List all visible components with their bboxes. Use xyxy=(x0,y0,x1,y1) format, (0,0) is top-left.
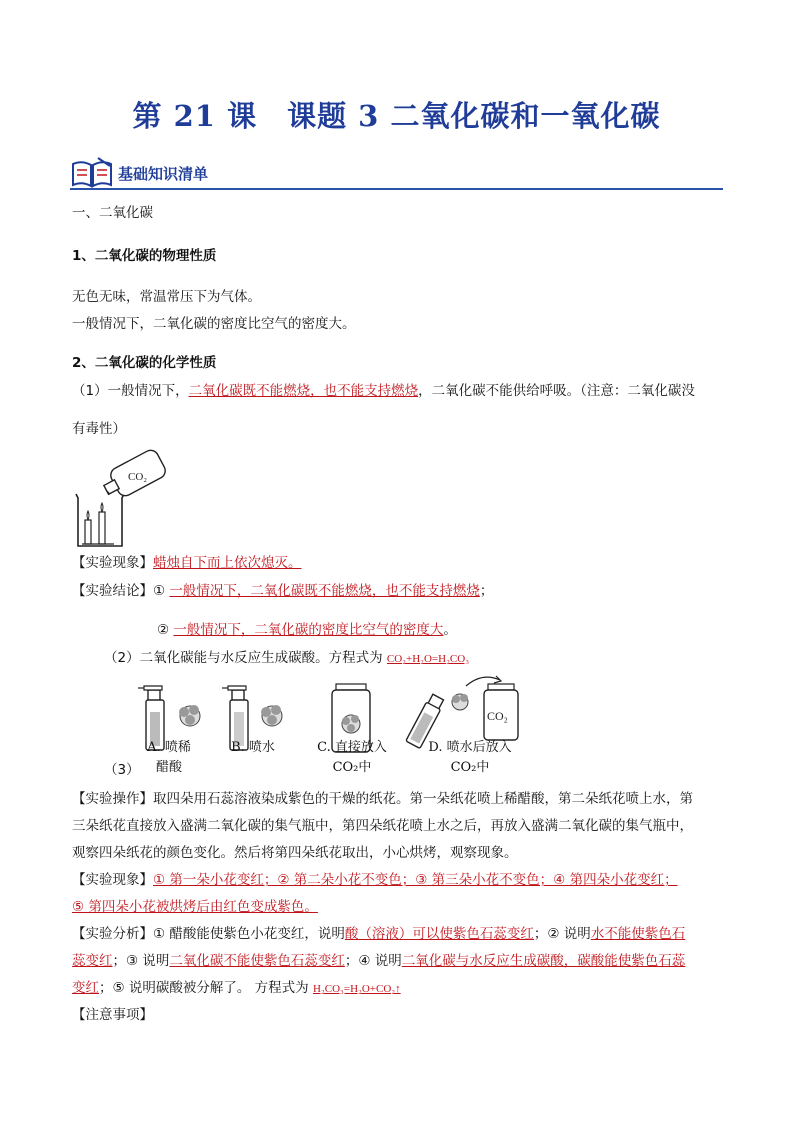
caption-a: A. 喷稀 醋酸 xyxy=(147,740,191,775)
p2-equation: CO₂+H₂O=H₂CO₃ xyxy=(386,653,470,665)
chemical-properties-heading: 2、二氧化碳的化学性质 xyxy=(72,355,217,371)
page-title: 第 21 课 课题 3 二氧化碳和一氧化碳 xyxy=(132,99,661,133)
operation-label: 【实验操作】 xyxy=(72,791,153,807)
conclusion-2-end: 。 xyxy=(443,622,457,638)
conclusion-1-answer: 一般情况下，二氧化碳既不能燃烧，也不能支持燃烧 xyxy=(169,583,480,599)
analysis-line-1: 【实验分析】① 醋酸能使紫色小花变红，说明酸（溶液）可以使紫色石蕊变红；② 说明水不能使紫色石 xyxy=(72,926,686,942)
p2-text: （2）二氧化碳能与水反应生成碳酸。方程式为 xyxy=(104,650,383,666)
phenomenon2-line-1: 【实验现象】① 第一朵小花变红；② 第二朵小花不变色；③ 第三朵小花不变色；④ 第四朵小花变红； xyxy=(72,872,678,888)
p1-post: ，二氧化碳不能供给呼吸。（注意：二氧化碳没 xyxy=(418,383,695,399)
flower-d xyxy=(452,694,468,710)
conclusion-2-answer: 一般情况下，二氧化碳的密度比空气的密度大 xyxy=(173,622,444,638)
physical-line-1: 无色无味，常温常压下为气体。 xyxy=(72,289,261,305)
part-heading: 一、二氧化碳 xyxy=(72,205,153,221)
phenomenon2-label: 【实验现象】 xyxy=(72,872,153,888)
section-heading: 基础知识清单 xyxy=(118,165,209,183)
conclusion-1-num: ① xyxy=(153,583,166,599)
physical-line-2: 一般情况下，二氧化碳的密度比空气的密度大。 xyxy=(72,316,356,332)
p1-answer: 二氧化碳既不能燃烧，也不能支持燃烧 xyxy=(188,383,419,399)
flower-b xyxy=(261,705,282,726)
operation-line-3: 观察四朵纸花的颜色变化。然后将第四朵纸花取出，小心烘烤，观察现象。 xyxy=(72,845,518,861)
analysis-line-2: 蕊变红；③ 说明二氧化碳不能使紫色石蕊变红；④ 说明二氧化碳与水反应生成碳酸，碳酸能使紫色石蕊 xyxy=(72,953,686,969)
bottle-co2-label: CO₂ xyxy=(128,471,148,483)
caption-b: B. 喷水 xyxy=(231,740,275,755)
operation-line-2: 三朵纸花直接放入盛满二氧化碳的集气瓶中，第四朵纸花喷上水之后，再放入盛满二氧化碳的集气瓶中， xyxy=(72,818,693,834)
section-divider xyxy=(70,188,723,190)
paragraph-1-cont: 有毒性） xyxy=(72,421,126,437)
paragraph-3-num: （3） xyxy=(104,762,140,778)
conclusion-line-2 xyxy=(157,620,457,640)
paragraph-1 xyxy=(72,381,695,401)
conclusion-line-1 xyxy=(72,581,493,601)
beaker-candle-figure xyxy=(72,446,172,550)
analysis-equation: H₂CO₃=H₂O+CO₂↑ xyxy=(312,983,401,995)
conclusion-label: 【实验结论】 xyxy=(72,583,153,599)
phenomenon-label: 【实验现象】 xyxy=(72,555,153,571)
conclusion-2-num: ② xyxy=(157,622,170,638)
caption-d: D. 喷水后放入 CO₂中 xyxy=(428,740,512,775)
phenomenon-answer: 蜡烛自下而上依次熄灭。 xyxy=(153,555,302,571)
jar-co2-label: CO₂ xyxy=(487,709,508,723)
phenomenon2-line-2: ⑤ 第四朵小花被烘烤后由红色变成紫色。 xyxy=(72,899,318,915)
paragraph-2 xyxy=(104,648,469,669)
conclusion-1-end: ； xyxy=(479,583,494,599)
notes-label: 【注意事项】 xyxy=(72,1007,153,1023)
phenomenon-line xyxy=(72,553,302,573)
analysis-line-3: 变红；⑤ 说明碳酸被分解了。 方程式为 H₂CO₃=H₂O+CO₂↑ xyxy=(72,980,401,996)
operation-line-1: 【实验操作】取四朵用石蕊溶液染成紫色的干燥的纸花。第一朵纸花喷上稀醋酸，第二朵纸花喷上水，第 xyxy=(72,791,693,807)
physical-properties-heading: 1、二氧化碳的物理性质 xyxy=(72,248,217,264)
book-icon xyxy=(70,156,114,188)
flower-a xyxy=(179,705,200,726)
p1-pre: （1）一般情况下， xyxy=(72,383,189,399)
caption-c: C. 直接放入 CO₂中 xyxy=(317,740,387,775)
analysis-label: 【实验分析】 xyxy=(72,926,153,942)
